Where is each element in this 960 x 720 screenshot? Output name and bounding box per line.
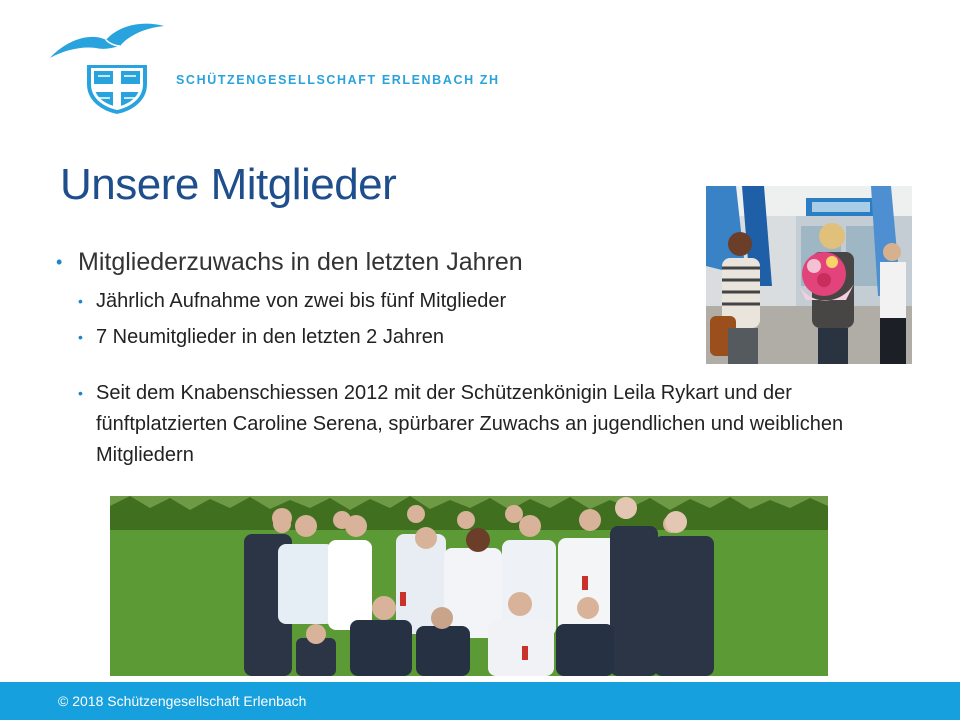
bullet-dot-icon: • (78, 293, 83, 309)
sub-bullet-text: 7 Neumitglieder in den letzten 2 Jahren (96, 326, 444, 348)
bullet-dot-icon: • (56, 252, 63, 272)
org-name: SCHÜTZENGESELLSCHAFT ERLENBACH ZH (176, 73, 500, 87)
bullet-main-text: Mitgliederzuwachs in den letzten Jahren (78, 248, 523, 276)
ceremony-photo (706, 186, 912, 364)
sub-bullet-text: Jährlich Aufnahme von zwei bis fünf Mitglieder (96, 290, 507, 312)
group-photo (110, 496, 828, 676)
sub-bullet-text: Seit dem Knabenschiessen 2012 mit der Schützenkönigin Leila Rykart und der fünftplatzierten Caroline Serena, spürbarer Zuwachs an jugendlichen und weiblichen Mitgliedern (96, 382, 844, 466)
bullet-dot-icon: • (78, 329, 83, 345)
bullet-dot-icon: • (78, 385, 83, 401)
club-logo (46, 18, 166, 116)
footer-copyright: © 2018 Schützengesellschaft Erlenbach (58, 693, 307, 709)
footer-bar (0, 682, 960, 720)
slide-title: Unsere Mitglieder (60, 160, 397, 209)
